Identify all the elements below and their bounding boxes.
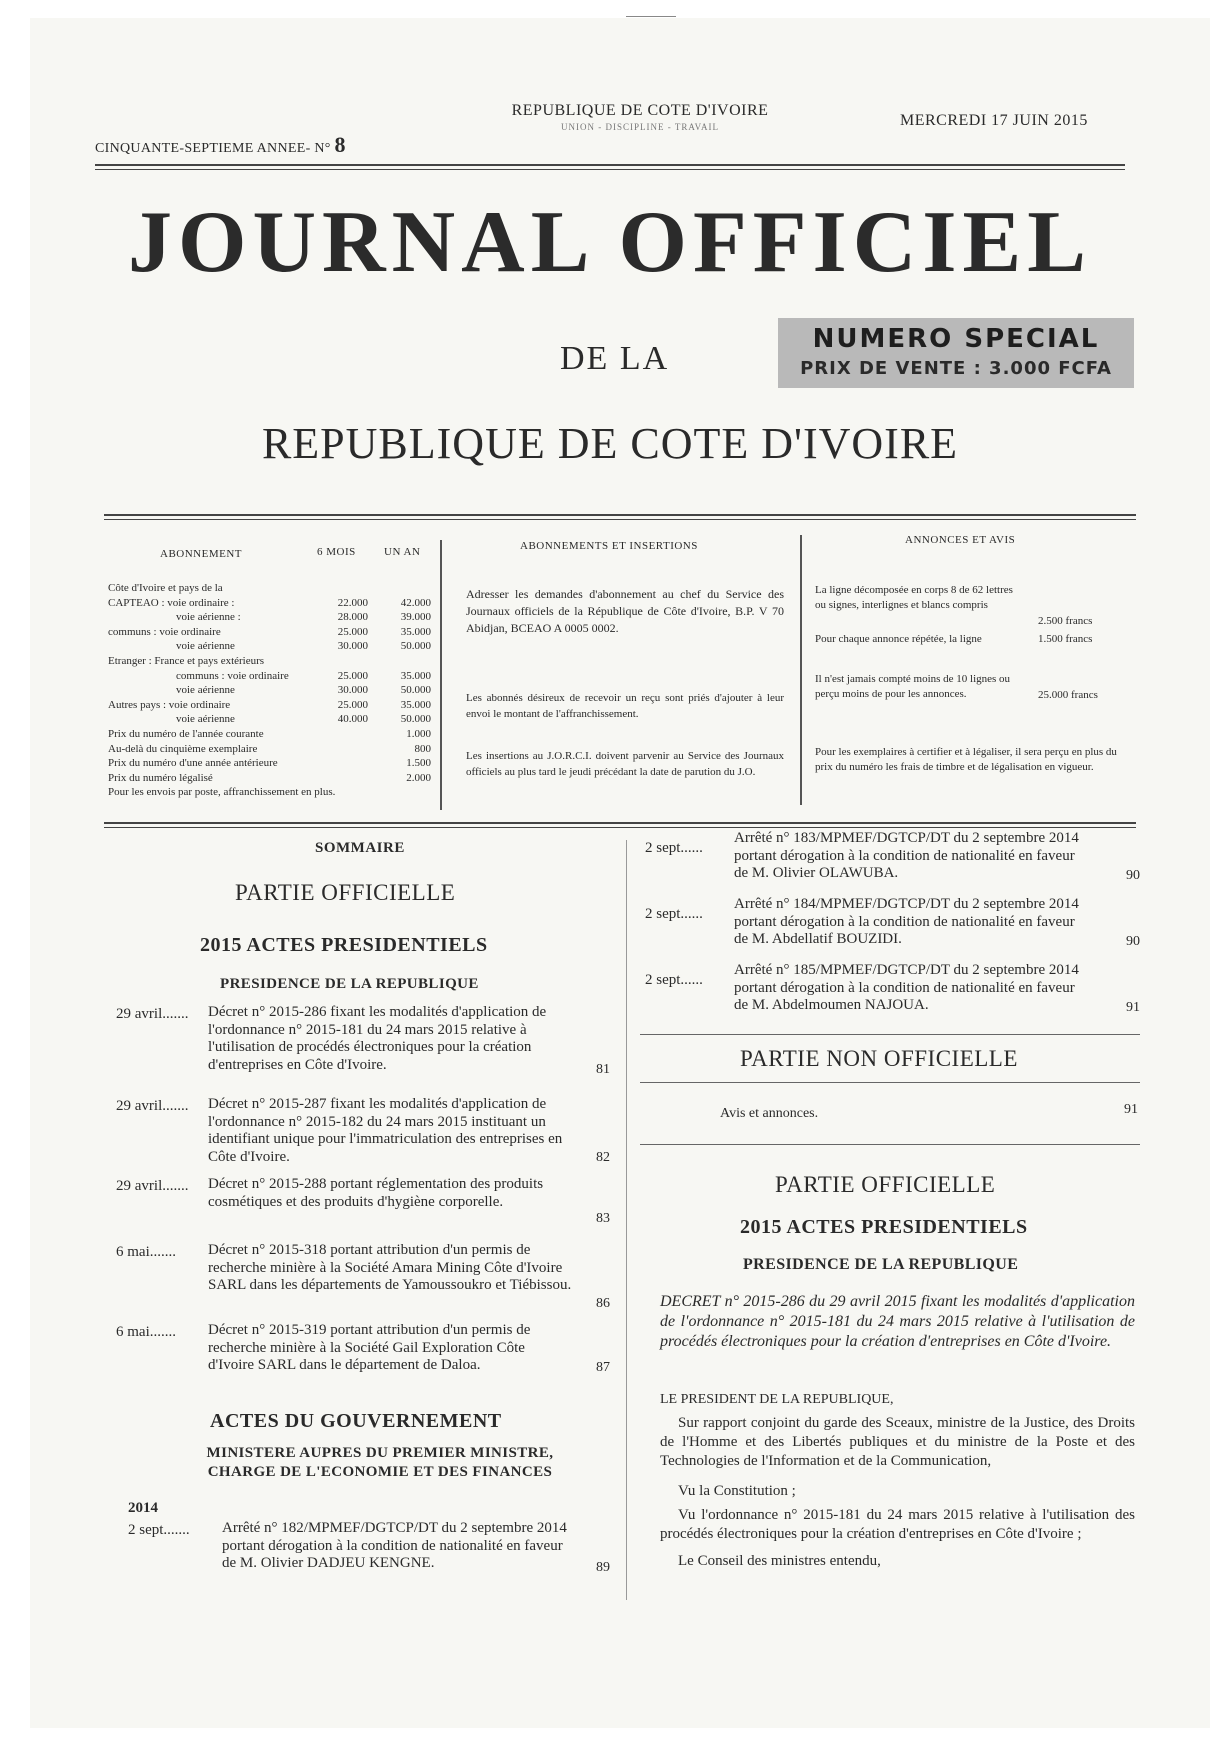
divider-rule xyxy=(640,1034,1140,1035)
abonnement-an: 35.000 xyxy=(400,625,431,638)
abonnement-label: Autres pays : voie ordinaire xyxy=(108,698,231,711)
abonnement-row xyxy=(108,655,438,667)
body-presidence: PRESIDENCE DE LA REPUBLIQUE xyxy=(743,1256,1019,1273)
header-rule xyxy=(95,164,1125,166)
divider-rule xyxy=(640,1144,1140,1145)
six-mois-head: 6 MOIS xyxy=(317,546,356,558)
entry-text: Décret n° 2015-318 portant attribution d'un permis de recherche minière à la Société Amara Mining Côte d'Ivoire SARL dans les départements de Yamoussoukro et Tiébissou. xyxy=(208,1242,572,1293)
header-country: REPUBLIQUE DE COTE D'IVOIRE xyxy=(511,102,769,119)
annonces-repeat: Pour chaque annonce répétée, la ligne xyxy=(815,633,982,645)
table-divider-1 xyxy=(440,540,442,810)
sommaire-presidence: PRESIDENCE DE LA REPUBLIQUE xyxy=(220,976,479,992)
header-rule-thin xyxy=(95,169,1125,170)
entry-text: Arrêté n° 185/MPMEF/DGTCP/DT du 2 septembre 2014 portant dérogation à la condition de nationalité en faveur de M. Abdelmoumen NAJOUA. xyxy=(734,962,1079,1013)
abonnement-an: 50.000 xyxy=(400,684,431,697)
abonnement-row xyxy=(108,582,438,594)
issue-info xyxy=(95,132,346,158)
abonnement-an: 35.000 xyxy=(400,698,431,711)
entry-page: 82 xyxy=(596,1150,610,1165)
entry-page: 81 xyxy=(596,1062,610,1077)
entry-page: 90 xyxy=(1126,868,1140,883)
abonnement-label: communs : voie ordinaire xyxy=(176,669,289,682)
avis-annonces: Avis et annonces. xyxy=(720,1106,819,1121)
masthead-title: JOURNAL OFFICIEL xyxy=(128,194,1092,291)
divider-rule xyxy=(640,1082,1140,1083)
abonnement-label: Pour les envois par poste, affranchissement en plus. xyxy=(108,786,336,799)
abonnement-an: 50.000 xyxy=(400,713,431,726)
abonnement-row xyxy=(108,597,438,609)
un-an-head: UN AN xyxy=(384,546,421,558)
entry-text: Décret n° 2015-286 fixant les modalités d'application de l'ordonnance n° 2015-181 du 24 mars 2015 relative à l'utilisation de procédés électroniques pour la création d'entreprises en Côte d'Ivoire. xyxy=(208,1004,547,1073)
sommaire-ministere: MINISTERE AUPRES DU PREMIER MINISTRE, CHARGE DE L'ECONOMIE ET DES FINANCES xyxy=(206,1445,554,1480)
annonces-line-rule: La ligne décomposée en corps 8 de 62 lettres ou signes, interlignes et blancs compris xyxy=(815,584,1013,611)
abonnement-an: 1.500 xyxy=(406,757,431,770)
annonces-repeat-price: 1.500 francs xyxy=(1038,633,1093,645)
table-top-rule-thin xyxy=(104,519,1136,520)
abonnement-an: 1.000 xyxy=(406,728,431,740)
abonnement-row xyxy=(108,772,438,784)
abonnement-row xyxy=(108,786,438,798)
abonnement-6mois: 40.000 xyxy=(337,713,368,726)
entry-date: 2 sept....... xyxy=(128,1522,190,1538)
body-paragraph: Vu la Constitution ; xyxy=(678,1483,796,1499)
body-partie-officielle: PARTIE OFFICIELLE xyxy=(775,1172,996,1197)
entry-text: Arrêté n° 182/MPMEF/DGTCP/DT du 2 septembre 2014 portant dérogation à la condition de nationalité en faveur de M. Olivier DADJEU KENGNE. xyxy=(222,1520,567,1571)
abonnement-label: voie aérienne xyxy=(176,713,235,726)
decret-title: DECRET n° 2015-286 du 29 avril 2015 fixant les modalités d'application de l'ordonnance n° 2015-181 du 24 mars 2015 relative à l'utilisation de procédés électroniques pour la création d'entreprises en Côte d'Ivoire. xyxy=(660,1293,1135,1350)
abonnement-6mois: 22.000 xyxy=(337,596,368,609)
entry-date: 2 sept...... xyxy=(645,840,703,856)
table-top-rule xyxy=(104,514,1136,516)
insertions-deadline: Les insertions au J.O.R.C.I. doivent parvenir au Service des Journaux officiels au plus tard le jeudi précédant la date de parution du J.O. xyxy=(466,750,784,778)
abonnement-label: voie aérienne xyxy=(176,640,235,653)
abonnement-row xyxy=(108,670,438,682)
entry-date: 6 mai....... xyxy=(116,1324,176,1340)
entry-page: 83 xyxy=(596,1211,610,1226)
entry-date: 2 sept...... xyxy=(645,906,703,922)
entry-text: Décret n° 2015-288 portant réglementation des produits cosmétiques et des produits d'hygiène corporelle. xyxy=(208,1176,544,1210)
abonnement-an: 50.000 xyxy=(400,640,431,653)
header-date: MERCREDI 17 JUIN 2015 xyxy=(900,112,1088,129)
abonnement-label: Etranger : France et pays extérieurs xyxy=(108,655,265,667)
entry-page: 87 xyxy=(596,1360,610,1375)
entry-page: 89 xyxy=(596,1560,610,1575)
abonnement-6mois: 25.000 xyxy=(337,698,368,711)
year-line: CINQUANTE-SEPTIEME ANNEE- N° xyxy=(95,141,331,156)
entry-page: 90 xyxy=(1126,934,1140,949)
abonnement-label: Au-delà du cinquième exemplaire xyxy=(108,742,258,755)
abonnement-row xyxy=(108,757,438,769)
sommaire-year: 2014 xyxy=(128,1500,158,1516)
table-bottom-rule xyxy=(104,822,1136,824)
masthead-de-la: DE LA xyxy=(560,340,670,377)
abonnement-label: Prix du numéro d'une année antérieure xyxy=(108,757,278,770)
abonnement-row xyxy=(108,626,438,638)
special-issue-stamp xyxy=(778,318,1134,388)
annonces-head: ANNONCES ET AVIS xyxy=(905,534,1016,546)
abonnement-row xyxy=(108,640,438,652)
table-bottom-rule-thin xyxy=(104,827,1136,828)
body-paragraph: Le Conseil des ministres entendu, xyxy=(678,1553,881,1569)
abonnement-label: voie aérienne xyxy=(176,684,235,697)
special-price: PRIX DE VENTE : 3.000 FCFA xyxy=(800,358,1112,379)
header-motto: UNION - DISCIPLINE - TRAVAIL xyxy=(561,122,719,132)
entry-text: Décret n° 2015-287 fixant les modalités d'application de l'ordonnance n° 2015-182 du 24 mars 2015 instituant un identifiant unique pour l'immatriculation des entreprises en Côte d'Ivoire. xyxy=(208,1096,563,1165)
entry-date: 2 sept...... xyxy=(645,972,703,988)
abonnement-label: Prix du numéro de l'année courante xyxy=(108,728,264,740)
abonnement-head: ABONNEMENT xyxy=(160,548,242,560)
annonces-legalisation: Pour les exemplaires à certifier et à légaliser, il sera perçu en plus du prix du numéro les frais de timbre et de légalisation en vigueur. xyxy=(815,746,1117,773)
top-mark xyxy=(626,16,676,17)
body-actes-presidentiels: 2015 ACTES PRESIDENTIELS xyxy=(740,1216,1028,1238)
abonnement-an: 2.000 xyxy=(406,771,431,784)
column-divider xyxy=(626,840,627,1600)
sommaire-non-officielle: PARTIE NON OFFICIELLE xyxy=(740,1046,1018,1071)
entry-text: Arrêté n° 184/MPMEF/DGTCP/DT du 2 septembre 2014 portant dérogation à la condition de nationalité en faveur de M. Abdellatif BOUZIDI. xyxy=(734,896,1079,947)
insertions-address: Adresser les demandes d'abonnement au chef du Service des Journaux officiels de la République de Côte d'Ivoire, B.P. V 70 Abidjan, BCEAO A 0005 0002. xyxy=(466,587,784,635)
annonces-line-price: 2.500 francs xyxy=(1038,615,1093,627)
entry-date: 29 avril....... xyxy=(116,1178,189,1194)
entry-text: Arrêté n° 183/MPMEF/DGTCP/DT du 2 septembre 2014 portant dérogation à la condition de nationalité en faveur de M. Olivier OLAWUBA. xyxy=(734,830,1079,881)
entry-page: 91 xyxy=(1126,1000,1140,1015)
entry-date: 29 avril....... xyxy=(116,1098,189,1114)
abonnement-6mois: 30.000 xyxy=(337,684,368,697)
body-paragraph: Vu l'ordonnance n° 2015-181 du 24 mars 2015 relative à l'utilisation des procédés électroniques pour la création d'entreprises en Côte d'Ivoire ; xyxy=(660,1507,1135,1542)
abonnement-row xyxy=(108,728,438,740)
abonnement-an: 39.000 xyxy=(400,611,431,624)
table-divider-2 xyxy=(800,535,802,805)
abonnement-6mois: 25.000 xyxy=(337,625,368,638)
sommaire-actes-presidentiels: 2015 ACTES PRESIDENTIELS xyxy=(200,934,488,956)
sommaire-partie-officielle: PARTIE OFFICIELLE xyxy=(235,880,456,905)
body-paragraph: Sur rapport conjoint du garde des Sceaux, ministre de la Justice, des Droits de l'Homme et des Libertés publiques et du ministre de la Poste et des Technologies de l'Information et de la Communication, xyxy=(660,1415,1135,1469)
abonnement-an: 800 xyxy=(414,742,431,755)
abonnement-row xyxy=(108,713,438,725)
abonnement-label: CAPTEAO : voie ordinaire : xyxy=(108,596,235,609)
special-line-1: NUMERO SPECIAL xyxy=(812,324,1100,354)
insertions-receipt: Les abonnés désireux de recevoir un reçu sont priés d'ajouter à leur envoi le montant de l'affranchissement. xyxy=(466,692,784,720)
annonces-minimum-price: 25.000 francs xyxy=(1038,689,1098,701)
entry-page: 86 xyxy=(596,1296,610,1311)
insertions-head: ABONNEMENTS ET INSERTIONS xyxy=(520,540,698,552)
abonnement-an: 35.000 xyxy=(400,669,431,682)
abonnement-row xyxy=(108,743,438,755)
abonnement-6mois: 25.000 xyxy=(337,669,368,682)
abonnement-label: voie aérienne : xyxy=(176,611,241,624)
abonnement-label: Côte d'Ivoire et pays de la xyxy=(108,582,223,594)
masthead-republique: REPUBLIQUE DE COTE D'IVOIRE xyxy=(261,419,959,468)
abonnement-label: Prix du numéro légalisé xyxy=(108,771,213,784)
avis-page: 91 xyxy=(1124,1102,1138,1117)
entry-date: 6 mai....... xyxy=(116,1244,176,1260)
abonnement-row xyxy=(108,684,438,696)
abonnement-6mois: 28.000 xyxy=(337,611,368,624)
entry-text: Décret n° 2015-319 portant attribution d'un permis de recherche minière à la Société Gail Exploration Côte d'Ivoire SARL dans le département de Daloa. xyxy=(208,1322,531,1373)
annonces-minimum: Il n'est jamais compté moins de 10 lignes ou perçu moins de pour les annonces. xyxy=(815,673,1011,700)
sommaire-title: SOMMAIRE xyxy=(315,840,405,856)
abonnement-label: communs : voie ordinaire xyxy=(108,625,221,638)
issue-number: 8 xyxy=(334,132,346,157)
abonnement-an: 42.000 xyxy=(400,596,431,609)
abonnement-row xyxy=(108,699,438,711)
abonnement-6mois: 30.000 xyxy=(337,640,368,653)
entry-date: 29 avril....... xyxy=(116,1006,189,1022)
body-president: LE PRESIDENT DE LA REPUBLIQUE, xyxy=(660,1392,894,1407)
sommaire-actes-gouvernement: ACTES DU GOUVERNEMENT xyxy=(210,1410,502,1432)
abonnement-row xyxy=(108,611,438,623)
